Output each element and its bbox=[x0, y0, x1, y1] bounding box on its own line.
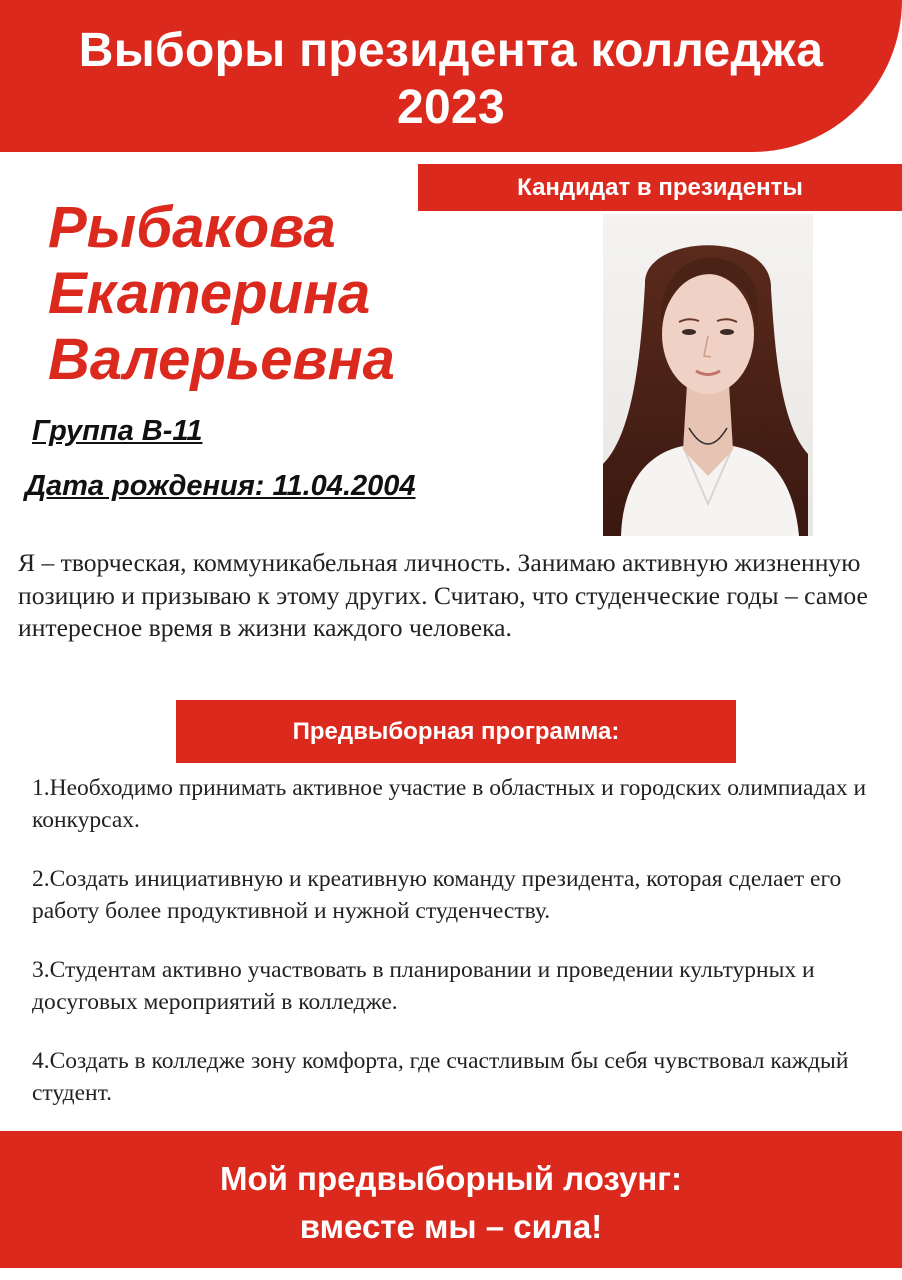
page-title bbox=[0, 22, 902, 136]
program-item-1: 1.Необходимо принимать активное участие в областных и городских олимпиадах и конкурсах. bbox=[32, 775, 867, 833]
candidate-description: Я – творческая, коммуникабельная личность. Занимаю активную жизненную позицию и призываю к этому других. Считаю, что студенческие годы – самое интересное время в жизни каждого человека. bbox=[18, 548, 868, 642]
title-line-1: Выборы президента колледжа bbox=[78, 24, 824, 77]
program-title-banner: Предвыборная программа: bbox=[176, 700, 736, 763]
candidate-name bbox=[48, 195, 468, 393]
candidate-photo bbox=[603, 214, 813, 536]
candidate-birth-date: Дата рождения: 11.04.2004 bbox=[25, 470, 416, 502]
program-item-3: 3.Студентам активно участвовать в планировании и проведении культурных и досуговых мероприятий в колледже. bbox=[32, 957, 815, 1015]
slogan-banner bbox=[0, 1131, 902, 1268]
program-item-4: 4.Создать в колледже зону комфорта, где счастливым бы себя чувствовал каждый студент. bbox=[32, 1048, 849, 1106]
title-line-2: 2023 bbox=[397, 81, 505, 134]
slogan-line-1: Мой предвыборный лозунг: bbox=[219, 1160, 683, 1197]
slogan-line-2: вместе мы – сила! bbox=[299, 1208, 603, 1245]
program-list bbox=[32, 772, 882, 1136]
candidate-group: Группа В-11 bbox=[32, 415, 203, 447]
candidate-patronymic: Валерьевна bbox=[48, 327, 395, 392]
candidate-first-name: Екатерина bbox=[48, 261, 371, 326]
candidate-last-name: Рыбакова bbox=[48, 195, 336, 260]
header-banner bbox=[0, 0, 902, 152]
program-item-2: 2.Создать инициативную и креативную команду президента, которая сделает его работу более продуктивной и нужной студенчеству. bbox=[32, 866, 842, 924]
candidate-label-banner: Кандидат в президенты bbox=[418, 164, 902, 211]
portrait-illustration bbox=[603, 214, 813, 536]
